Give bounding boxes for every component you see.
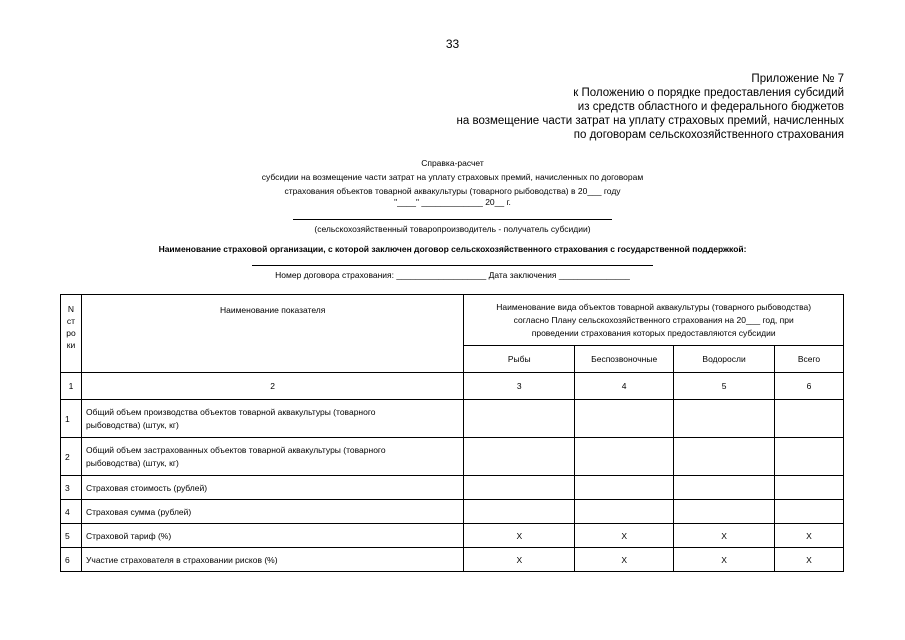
appendix-line: к Положению о порядке предоставления субсидий xyxy=(573,87,844,99)
row-number: 4 xyxy=(61,500,82,524)
cell-fish[interactable] xyxy=(464,438,575,476)
cell-invertebrates: X xyxy=(575,524,674,548)
cell-algae: X xyxy=(674,524,775,548)
row-number: 5 xyxy=(61,524,82,548)
cell-invertebrates[interactable] xyxy=(575,438,674,476)
col-number: 3 xyxy=(464,373,575,400)
table-row xyxy=(61,438,844,476)
cell-algae[interactable] xyxy=(674,438,775,476)
document-subtitle: субсидии на возмещение части затрат на уплату страховых премий, начисленных по договорам xyxy=(261,172,644,182)
cell-fish[interactable] xyxy=(464,476,575,500)
insurer-line xyxy=(252,265,653,266)
header-invertebrates: Беспозвоночные xyxy=(575,346,674,373)
cell-algae[interactable] xyxy=(674,400,775,438)
header-object-types: Наименование вида объектов товарной аквакультуры (товарного рыбоводства) согласно Плану сельскохозяйственного страхования на 20___ год, при проведении страхования которых предоставляются субсидии xyxy=(464,295,844,346)
table-row xyxy=(61,476,844,500)
appendix-line: на возмещение части затрат на уплату страховых премий, начисленных xyxy=(456,115,844,127)
contract-info: Номер договора страхования: ___________________ Дата заключения _______________ xyxy=(275,270,630,280)
header-indicator: Наименование показателя xyxy=(81,295,463,373)
cell-fish[interactable] xyxy=(464,400,575,438)
cell-algae[interactable] xyxy=(674,476,775,500)
cell-fish[interactable] xyxy=(464,500,575,524)
cell-total: X xyxy=(775,548,844,572)
recipient-label: (сельскохозяйственный товаропроизводитель - получатель субсидии) xyxy=(314,224,591,234)
document-title: Справка-расчет xyxy=(421,158,484,168)
cell-invertebrates[interactable] xyxy=(575,500,674,524)
row-number: 2 xyxy=(61,438,82,476)
document-title-block xyxy=(0,156,905,198)
cell-total[interactable] xyxy=(775,438,844,476)
row-indicator: Общий объем застрахованных объектов товарной аквакультуры (товарного рыбоводства) (штук, кг) xyxy=(81,438,463,476)
header-algae: Водоросли xyxy=(674,346,775,373)
col-number: 2 xyxy=(81,373,463,400)
row-indicator: Страховая стоимость (рублей) xyxy=(81,476,463,500)
row-indicator: Участие страхователя в страховании рисков (%) xyxy=(81,548,463,572)
appendix-header xyxy=(414,72,844,142)
document-subtitle: страхования объектов товарной аквакультуры (товарного рыбоводства) в 20___ году xyxy=(284,186,621,196)
header-row-number: N ст ро ки xyxy=(61,295,82,373)
date-field: "____" _____________ 20__ г. xyxy=(394,197,511,207)
cell-invertebrates: X xyxy=(575,548,674,572)
table-row xyxy=(61,524,844,548)
header-total: Всего xyxy=(775,346,844,373)
cell-total[interactable] xyxy=(775,400,844,438)
insurer-label: Наименование страховой организации, с которой заключен договор сельскохозяйственного страхования с государственной поддержкой: xyxy=(158,244,747,254)
cell-fish: X xyxy=(464,548,575,572)
appendix-line: Приложение № 7 xyxy=(751,73,844,85)
col-number: 6 xyxy=(775,373,844,400)
cell-algae: X xyxy=(674,548,775,572)
appendix-line: по договорам сельскохозяйственного страхования xyxy=(573,129,844,141)
recipient-line xyxy=(293,219,612,220)
row-indicator: Общий объем производства объектов товарной аквакультуры (товарного рыбоводства) (штук, кг) xyxy=(81,400,463,438)
table-row xyxy=(61,400,844,438)
row-indicator: Страховая сумма (рублей) xyxy=(81,500,463,524)
cell-invertebrates[interactable] xyxy=(575,400,674,438)
table-row xyxy=(61,548,844,572)
cell-total[interactable] xyxy=(775,476,844,500)
cell-fish: X xyxy=(464,524,575,548)
row-number: 3 xyxy=(61,476,82,500)
row-indicator: Страховой тариф (%) xyxy=(81,524,463,548)
table-row xyxy=(61,500,844,524)
col-number: 4 xyxy=(575,373,674,400)
subsidy-table xyxy=(60,294,844,572)
col-number: 1 xyxy=(61,373,82,400)
cell-total: X xyxy=(775,524,844,548)
row-number: 1 xyxy=(61,400,82,438)
cell-algae[interactable] xyxy=(674,500,775,524)
row-number: 6 xyxy=(61,548,82,572)
col-number: 5 xyxy=(674,373,775,400)
appendix-line: из средств областного и федерального бюджетов xyxy=(577,101,844,113)
header-fish: Рыбы xyxy=(464,346,575,373)
cell-total[interactable] xyxy=(775,500,844,524)
page-number: 33 xyxy=(445,37,460,51)
cell-invertebrates[interactable] xyxy=(575,476,674,500)
